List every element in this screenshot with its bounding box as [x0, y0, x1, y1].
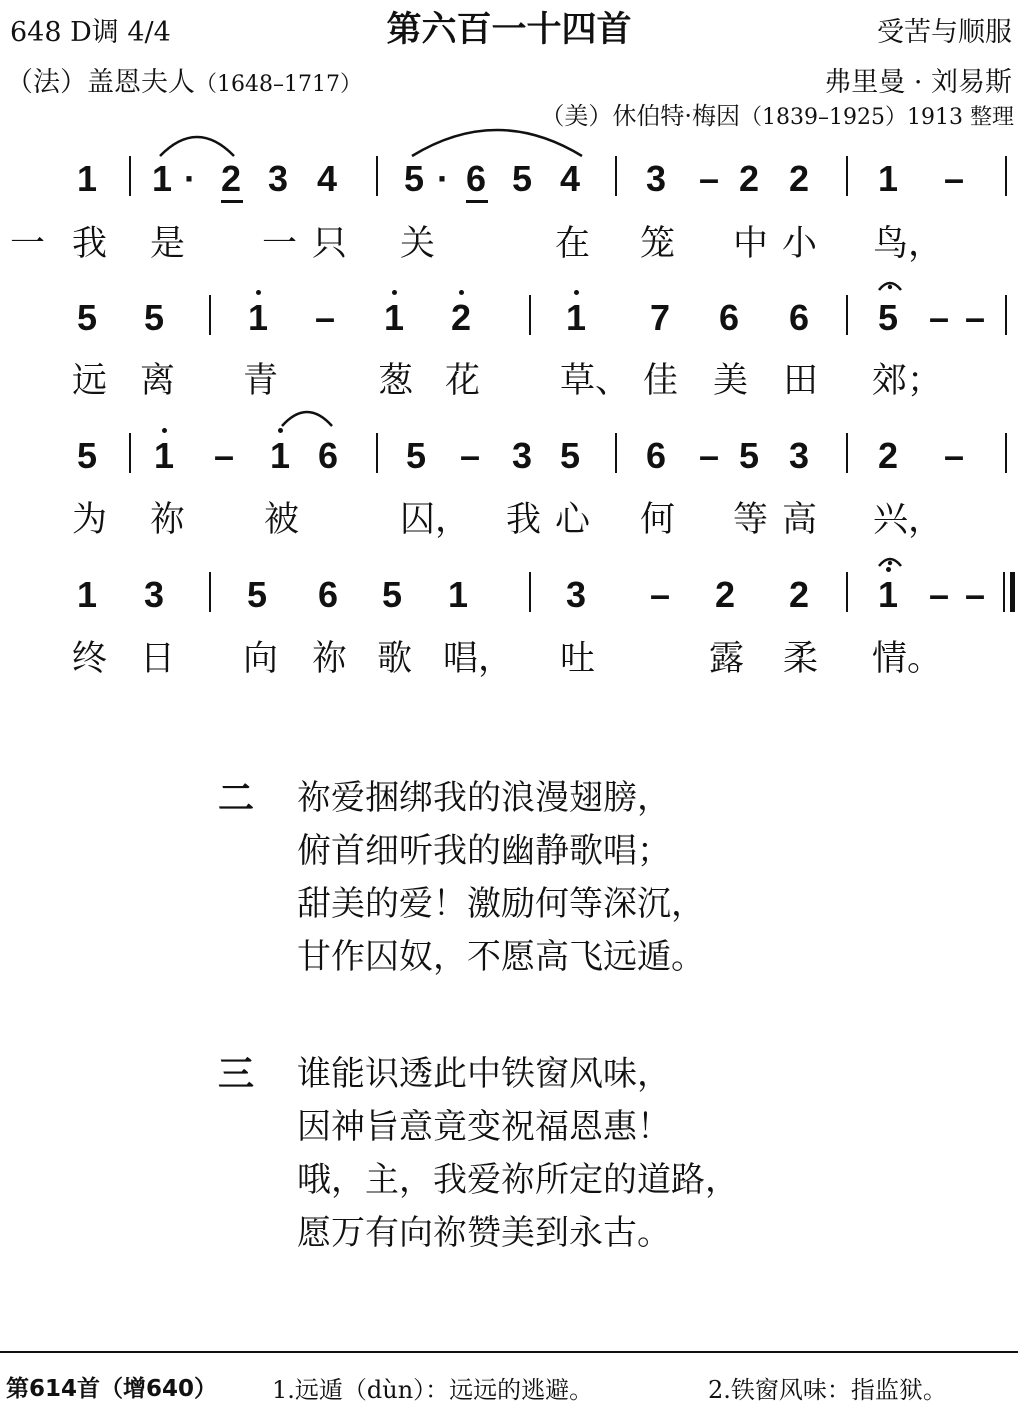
lyric-syllable: 美	[713, 361, 749, 401]
note: 5	[77, 297, 98, 338]
verse-line: 愿万有向祢赞美到永古。	[297, 1213, 671, 1253]
lyric-syllable: 兴，	[873, 500, 944, 540]
page-title: 第六百一十四首	[386, 10, 632, 50]
lyric-syllable: 花	[445, 361, 481, 401]
lyric-syllable: 向	[243, 639, 279, 679]
dash: –	[315, 297, 336, 338]
verse-line: 哦，主，我爱祢所定的道路，	[297, 1160, 739, 1200]
dash: –	[944, 435, 965, 476]
note: 1	[77, 158, 98, 199]
lyric-syllable: 情。	[872, 639, 943, 679]
note: 5	[739, 435, 760, 476]
lyricist-years: （1648–1717）	[195, 72, 362, 97]
dash: –	[214, 435, 235, 476]
lyric-syllable: 青	[243, 361, 279, 401]
note: 1	[154, 435, 175, 476]
lyric-syllable: 歌	[377, 639, 413, 679]
lyric-syllable: 田	[783, 361, 819, 401]
verse-number: 二	[218, 778, 255, 819]
note: 4	[317, 158, 338, 199]
verse-line: 祢爱捆绑我的浪漫翅膀，	[297, 778, 671, 818]
lyric-syllable: 是	[150, 224, 186, 264]
note: 5	[77, 435, 98, 476]
note: 1	[248, 297, 269, 338]
lyric-syllable: 我	[72, 224, 108, 264]
footnote-2: 2.铁窗风味：指监狱。	[708, 1376, 947, 1404]
arranged-year: 1913 整理	[907, 105, 1014, 130]
note: 3	[566, 574, 587, 615]
lyric-syllable: 高	[782, 500, 818, 540]
arranger-years: （1839–1925）	[740, 105, 908, 130]
note: 3	[268, 158, 289, 199]
lyric-syllable: 唱，	[443, 639, 514, 679]
note: 1	[152, 158, 173, 199]
note: 1	[384, 297, 405, 338]
note: 5	[382, 574, 403, 615]
category-label: 受苦与顺服	[877, 17, 1012, 48]
lyric-syllable: 一	[10, 224, 46, 264]
lyric-syllable: 草、	[560, 361, 631, 401]
note: 6	[719, 297, 740, 338]
footer-divider	[0, 1351, 1018, 1353]
hymn-number-key-time: 648 D调 4/4	[10, 17, 171, 48]
dash: –	[460, 435, 481, 476]
note: 2	[789, 574, 810, 615]
lyric-syllable: 柔	[783, 639, 819, 679]
dash: –	[965, 297, 986, 338]
dash: –	[699, 158, 720, 199]
note: 5	[144, 297, 165, 338]
dash: –	[929, 297, 950, 338]
slur	[412, 130, 582, 156]
fermata-dot	[888, 561, 892, 565]
lyric-syllable: 只	[312, 224, 348, 264]
note: 1	[566, 297, 587, 338]
note: 5	[560, 435, 581, 476]
lyric-syllable: 关	[400, 224, 436, 264]
lyric-syllable: 葱	[378, 361, 414, 401]
note: 1	[878, 574, 899, 615]
verse-line: 因神旨意竟变祝福恩惠！	[297, 1107, 671, 1147]
verse-line: 甜美的爱！激励何等深沉，	[297, 884, 705, 924]
verse-line: 甘作囚奴，不愿高飞远遁。	[297, 937, 705, 977]
lyricist-name: （法）盖恩夫人	[6, 67, 195, 98]
note: 3	[512, 435, 533, 476]
dot-mark: ·	[184, 158, 196, 199]
lyric-syllable: 郊；	[872, 361, 943, 401]
slur	[282, 412, 332, 426]
note: 5	[878, 297, 899, 338]
lyric-syllable: 佳	[643, 361, 679, 401]
dash: –	[965, 574, 986, 615]
note: 6	[646, 435, 667, 476]
lyric-syllable: 祢	[312, 639, 348, 679]
lyric-syllable: 为	[72, 500, 108, 540]
fermata-dot	[888, 285, 892, 289]
note: 2	[789, 158, 810, 199]
lyric-syllable: 小	[782, 224, 818, 264]
dash: –	[699, 435, 720, 476]
lyric-syllable: 在	[555, 224, 591, 264]
lyric-syllable: 吐	[560, 639, 596, 679]
lyric-syllable: 囚，	[400, 500, 471, 540]
lyric-syllable: 何	[640, 500, 676, 540]
lyric-syllable: 笼	[640, 224, 676, 264]
note: 3	[789, 435, 810, 476]
slur	[160, 137, 234, 156]
lyric-syllable: 心	[555, 500, 591, 540]
composer-name: 弗里曼 · 刘易斯	[824, 67, 1012, 98]
note: 2	[715, 574, 736, 615]
lyric-syllable: 日	[140, 639, 176, 679]
lyric-syllable: 鸟，	[873, 224, 944, 264]
verse-line: 俯首细听我的幽静歌唱；	[297, 831, 671, 871]
footnote-1: 1.远遁（dùn）：远远的逃避。	[272, 1376, 594, 1404]
dash: –	[944, 158, 965, 199]
note: 6	[466, 158, 487, 199]
lyric-syllable: 祢	[150, 500, 186, 540]
note: 5	[406, 435, 427, 476]
verse-line: 谁能识透此中铁窗风味，	[297, 1054, 671, 1094]
note: 1	[270, 435, 291, 476]
note: 1	[878, 158, 899, 199]
note: 1	[77, 574, 98, 615]
lyric-syllable: 远	[72, 361, 108, 401]
slurs-and-fermatas	[0, 0, 1018, 700]
lyric-syllable: 终	[72, 639, 108, 679]
note: 5	[247, 574, 268, 615]
note: 6	[789, 297, 810, 338]
note: 6	[318, 574, 339, 615]
lyric-syllable: 露	[709, 639, 745, 679]
note: 1	[448, 574, 469, 615]
lyric-syllable: 我	[506, 500, 542, 540]
hymn-reference: 第614首（增640）	[6, 1376, 218, 1402]
note: 7	[650, 297, 671, 338]
note: 2	[739, 158, 760, 199]
dash: –	[650, 574, 671, 615]
note: 2	[878, 435, 899, 476]
lyric-syllable: 离	[140, 361, 176, 401]
lyric-syllable: 一	[262, 224, 298, 264]
lyric-syllable: 等	[733, 500, 769, 540]
note: 2	[451, 297, 472, 338]
lyric-syllable: 中	[733, 224, 769, 264]
note: 5	[404, 158, 425, 199]
dash: –	[929, 574, 950, 615]
lyric-syllable: 被	[264, 500, 300, 540]
arranger-name: （美）休伯特·梅因	[540, 102, 741, 130]
note: 2	[221, 158, 242, 199]
note: 6	[318, 435, 339, 476]
note: 3	[646, 158, 667, 199]
note: 5	[512, 158, 533, 199]
dot-mark: ·	[437, 158, 449, 199]
note: 3	[144, 574, 165, 615]
note: 4	[560, 158, 581, 199]
verse-number: 三	[218, 1054, 255, 1095]
